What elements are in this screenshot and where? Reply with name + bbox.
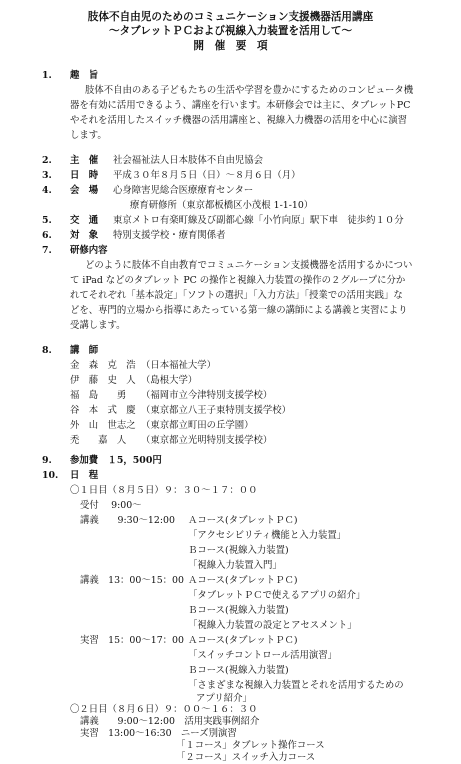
section-9-number: 9. xyxy=(42,455,52,466)
section-6-value: 特別支援学校・療育関係者 xyxy=(113,230,226,241)
course-a: Ａコース(タブレットＰＣ) xyxy=(188,635,298,646)
section-7-line: どを、専門的立場から指導にあたっている第一線の講師による講義と実習により xyxy=(70,305,408,316)
section-1-number: 1. xyxy=(42,70,52,81)
section-1-line: します。 xyxy=(70,130,107,141)
day-2-course: 「２コース」スイッチ入力コース xyxy=(176,752,316,763)
section-5-number: 5. xyxy=(42,215,52,226)
schedule-time: 講義 13：00〜15：00 xyxy=(80,575,184,586)
course-topic: 「スイッチコントロール活用演習」 xyxy=(188,650,338,661)
section-10-number: 10. xyxy=(42,470,59,481)
course-topic: 「視線入力装置の設定とアセスメント」 xyxy=(188,620,357,631)
course-b: Ｂコース(視線入力装置) xyxy=(188,545,289,556)
section-2-label: 主 催 xyxy=(70,155,99,166)
lecturer-affiliation: （東京都立光明特別支援学校） xyxy=(141,435,273,446)
section-6-number: 6. xyxy=(42,230,52,241)
section-7-line: れてそれぞれ「基本設定」「ソフトの選択」「入力方法」「授業での活用実践」な xyxy=(70,290,403,301)
section-2-value: 社会福祉法人日本肢体不自由児協会 xyxy=(113,155,264,166)
course-topic: 「視線入力装置入門」 xyxy=(188,560,282,571)
document-title: 肢体不自由児のためのコミュニケーション支援機器活用講座 xyxy=(87,11,374,23)
section-4-label: 会 場 xyxy=(70,185,99,196)
course-b: Ｂコース(視線入力装置) xyxy=(188,665,289,676)
section-6-label: 対 象 xyxy=(70,230,99,241)
lecturer-affiliation: （福岡市立今津特別支援学校） xyxy=(141,390,273,401)
course-a: Ａコース(タブレットＰＣ) xyxy=(188,575,298,586)
section-5-value: 東京メトロ有楽町線及び副都心線「小竹向原」駅下車 徒歩約１０分 xyxy=(113,215,404,226)
lecturer-name: 伊 藤 史 人 xyxy=(70,375,136,386)
day-1-heading: 〇１日目（８月５日）９：３０〜１７：００ xyxy=(70,485,258,496)
section-7-line: て iPad などのタブレット PC の操作と視線入力装置の操作の２グループに分か xyxy=(70,275,406,286)
lecturer-name: 外 山 世志之 xyxy=(70,420,136,431)
section-8-label: 講 師 xyxy=(70,345,99,356)
section-1-label: 趣 旨 xyxy=(70,70,99,81)
course-topic: 「タブレットＰＣで使えるアプリの紹介」 xyxy=(188,590,366,601)
section-4-value-2: 療育研修所（東京都板橋区小茂根 1-1-10） xyxy=(130,200,314,211)
section-7-label: 研修内容 xyxy=(70,245,108,256)
section-1-line: 器を有効に活用できるよう、講座を行います。本研修会では主に、タブレットPC xyxy=(70,100,411,111)
lecturer-affiliation: （島根大学） xyxy=(141,375,198,386)
course-topic: 「さまざまな視線入力装置とそれを活用するための xyxy=(188,680,404,691)
schedule-time: 実習 15：00〜17：00 xyxy=(80,635,184,646)
section-3-value: 平成３０年８月５日（日）〜８月６日（月） xyxy=(113,170,301,181)
document-heading: 開 催 要 項 xyxy=(193,40,268,52)
course-topic: 「アクセシビリティ機能と入力装置」 xyxy=(188,530,347,541)
day-2-course: 「１コース」タブレット操作コース xyxy=(176,740,325,751)
section-5-label: 交 通 xyxy=(70,215,99,226)
section-3-label: 日 時 xyxy=(70,170,99,181)
lecturer-name: 谷 本 式 慶 xyxy=(70,405,136,416)
section-4-value: 心身障害児総合医療療育センター xyxy=(113,185,254,196)
document-subtitle: 〜タブレットＰＣおよび視線入力装置を活用して〜 xyxy=(108,25,353,37)
lecturer-affiliation: （東京都立八王子東特別支援学校） xyxy=(141,405,292,416)
participation-fee: 参加費 １5，500円 xyxy=(70,455,162,466)
lecturer-name: 禿 嘉 人 xyxy=(70,435,127,446)
day-1-reception: 受付 9:00〜 xyxy=(80,500,142,511)
section-2-number: 2. xyxy=(42,155,52,166)
day-2-lecture: 講義 9:00〜12:00 活用実践事例紹介 xyxy=(80,716,260,727)
section-10-label: 日 程 xyxy=(70,470,99,481)
section-8-number: 8. xyxy=(42,345,52,356)
day-2-heading: 〇２日目（８月６日）９：００〜１６：３０ xyxy=(70,704,258,715)
lecturer-affiliation: （東京都立町田の丘学園） xyxy=(141,420,254,431)
lecturer-name: 金 森 克 浩 xyxy=(70,360,136,371)
section-7-line: どのように肢体不自由教育でコミュニケーション支援機器を活用するかについ xyxy=(85,260,413,271)
section-4-number: 4. xyxy=(42,185,52,196)
section-3-number: 3. xyxy=(42,170,52,181)
course-a: Ａコース(タブレットＰＣ) xyxy=(188,515,298,526)
section-7-line: 受講します。 xyxy=(70,320,126,331)
course-b: Ｂコース(視線入力装置) xyxy=(188,605,289,616)
section-1-line: やそれを活用したスイッチ機器の活用講座と、視線入力機器の活用を中心に演習 xyxy=(70,115,408,126)
course-topic: アプリ紹介」 xyxy=(196,693,252,704)
schedule-time: 講義 9:30〜12:00 xyxy=(80,515,175,526)
lecturer-affiliation: （日本福祉大学） xyxy=(141,360,217,371)
section-1-line: 肢体不自由のある子どもたちの生活や学習を豊かにするためのコンピュータ機 xyxy=(85,85,414,96)
day-2-practice: 実習 13:00〜16:30 ニーズ別演習 xyxy=(80,728,237,739)
lecturer-name: 福 島 勇 xyxy=(70,390,127,401)
section-7-number: 7. xyxy=(42,245,52,256)
